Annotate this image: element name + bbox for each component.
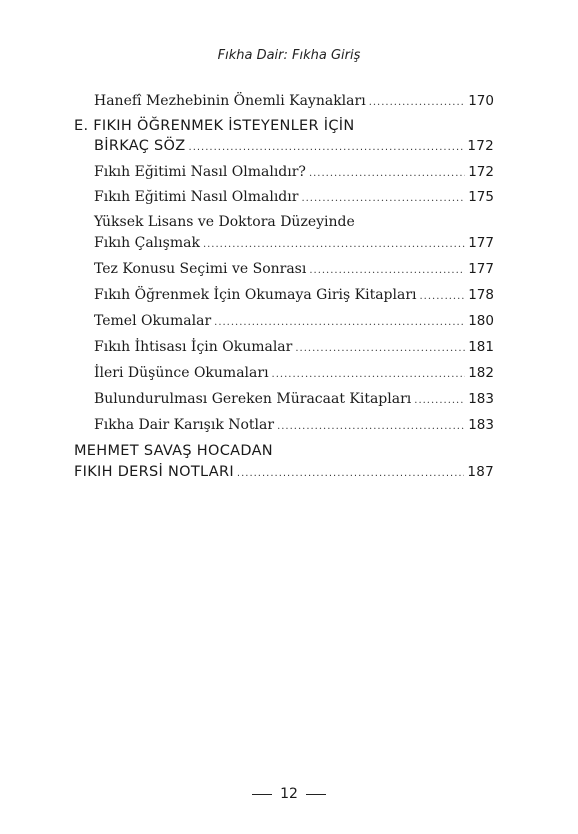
toc-page-number: 181 <box>468 339 494 355</box>
toc-entry-title: Yüksek Lisans ve Doktora Düzeyinde <box>94 214 355 230</box>
toc-entry-title-continued: BİRKAÇ SÖZ <box>94 138 186 154</box>
toc-entry-title: Fıkha Dair Karışık Notlar <box>94 417 275 433</box>
toc-page-number: 183 <box>468 417 494 433</box>
dot-leader <box>301 190 465 207</box>
toc-page-number: 175 <box>468 189 494 205</box>
toc-entry-title: Fıkıh Eğitimi Nasıl Olmalıdır? <box>94 164 306 180</box>
toc-entry[interactable] <box>94 93 494 110</box>
dot-leader <box>309 165 465 182</box>
toc-entry[interactable] <box>94 164 494 181</box>
dot-leader <box>277 418 465 435</box>
dot-leader <box>203 236 465 253</box>
folio-dash-right <box>306 794 326 795</box>
toc-page-number: 178 <box>468 287 494 303</box>
toc-entry-title: MEHMET SAVAŞ HOCADAN <box>74 443 273 459</box>
toc-entry-section[interactable] <box>74 118 494 155</box>
toc-entry-title: Fıkıh Öğrenmek İçin Okumaya Giriş Kitapları <box>94 287 417 303</box>
page-number: 12 <box>280 786 298 802</box>
dot-leader <box>272 366 466 383</box>
toc-page-number: 172 <box>468 164 494 180</box>
toc-entry[interactable] <box>94 214 494 252</box>
toc-entry-title-continued: Fıkıh Çalışmak <box>94 235 200 251</box>
toc-entry[interactable] <box>94 189 494 206</box>
toc-entry[interactable] <box>94 313 494 330</box>
dot-leader <box>369 94 466 111</box>
toc-page-number: 187 <box>467 464 494 480</box>
toc-entry-title: Temel Okumalar <box>94 313 212 329</box>
toc-entry[interactable] <box>94 339 494 356</box>
page-footer <box>0 786 578 802</box>
folio-dash-left <box>252 794 272 795</box>
toc-page-number: 170 <box>468 93 494 109</box>
dot-leader <box>309 262 465 279</box>
toc-entry[interactable] <box>94 417 494 434</box>
toc-page-number: 180 <box>468 313 494 329</box>
toc-entry-title: Fıkıh Eğitimi Nasıl Olmalıdır <box>94 189 299 205</box>
toc-entry-title: Tez Konusu Seçimi ve Sonrası <box>94 261 307 277</box>
toc-entry[interactable] <box>94 365 494 382</box>
dot-leader <box>214 314 465 331</box>
dot-leader <box>420 288 466 305</box>
toc-entry-title: E. FIKIH ÖĞRENMEK İSTEYENLER İÇİN <box>74 118 355 134</box>
dot-leader <box>295 340 465 357</box>
toc-page-number: 172 <box>467 138 494 154</box>
running-header: Fıkha Dair: Fıkha Giriş <box>217 48 361 63</box>
toc-entry-title: İleri Düşünce Okumaları <box>94 365 269 381</box>
toc-page-number: 177 <box>468 261 494 277</box>
toc-entry-title-continued: FIKIH DERSİ NOTLARI <box>74 464 234 480</box>
toc-page-number: 177 <box>468 235 494 251</box>
toc-entry-section[interactable] <box>74 443 494 481</box>
toc-entry-title: Hanefî Mezhebinin Önemli Kaynakları <box>94 93 366 109</box>
dot-leader <box>414 392 465 409</box>
toc-page-number: 182 <box>468 365 494 381</box>
toc-entry[interactable] <box>94 391 494 408</box>
dot-leader <box>189 139 465 156</box>
toc-entry-title: Fıkıh İhtisası İçin Okumalar <box>94 339 293 355</box>
toc-page-number: 183 <box>468 391 494 407</box>
toc-entry[interactable] <box>94 287 494 304</box>
toc-entry-title: Bulundurulması Gereken Müracaat Kitapları <box>94 391 412 407</box>
toc-entry[interactable] <box>94 261 494 278</box>
dot-leader <box>237 465 464 482</box>
